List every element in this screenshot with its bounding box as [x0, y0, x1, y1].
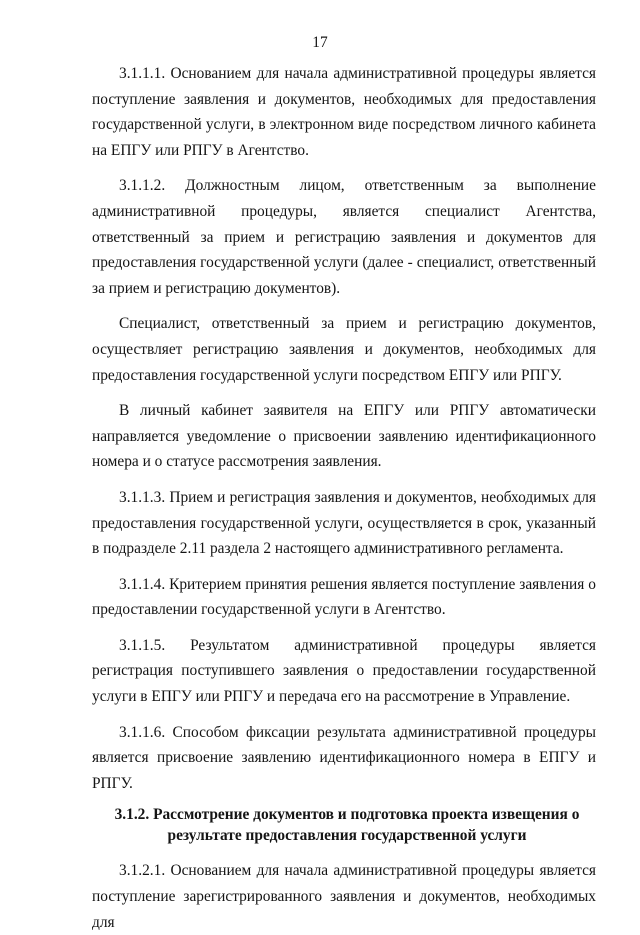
section-heading-line-2: результате предоставления государственной услуги [167, 827, 527, 845]
paragraph-notification: В личный кабинет заявителя на ЕПГУ или РПГУ автоматически направляется уведомление о присвоении заявлению идентификационного номера и о статусе рассмотрения заявления. [92, 402, 596, 471]
paragraph-3-1-1-3: 3.1.1.3. Прием и регистрация заявления и документов, необходимых для предоставления государственной услуги, осуществляется в срок, указанный в подразделе 2.11 раздела 2 настоящего административного регламента. [92, 488, 596, 558]
paragraph-3-1-1-4: 3.1.1.4. Критерием принятия решения является поступление заявления о предоставлении государственной услуги в Агентство. [92, 575, 596, 619]
page-number: 17 [312, 34, 328, 51]
document-body [92, 61, 596, 935]
paragraph-3-1-2-1: 3.1.2.1. Основанием для начала административной процедуры является поступление зарегистрированного заявления и документов, необходимых для [92, 862, 596, 931]
paragraph-3-1-1-5: 3.1.1.5. Результатом административной процедуры является регистрация поступившего заявления о предоставлении государственной услуги в ЕПГУ или РПГУ и передача его на рассмотрение в Управление. [92, 636, 596, 706]
paragraph-3-1-1-1: 3.1.1.1. Основанием для начала административной процедуры является поступление заявления и документов, необходимых для предоставления государственной услуги, в электронном виде посредством личного кабинета на ЕПГУ или РПГУ в Агентство. [92, 65, 596, 159]
section-heading-3-1-2 [92, 804, 596, 846]
section-heading-line-1: 3.1.2. Рассмотрение документов и подготовка проекта извещения о [114, 806, 580, 824]
paragraph-specialist-registration: Специалист, ответственный за прием и регистрацию документов, осуществляет регистрацию заявления и документов, необходимых для предоставления государственной услуги посредством ЕПГУ или РПГУ. [92, 315, 596, 384]
paragraph-3-1-1-2: 3.1.1.2. Должностным лицом, ответственным за выполнение административной процедуры, является специалист Агентства, ответственный за прием и регистрацию заявления и документов для предоставления государственной услуги (далее - специалист, ответственный за прием и регистрацию документов). [92, 177, 596, 297]
paragraph-3-1-1-6: 3.1.1.6. Способом фиксации результата административной процедуры является присвоение заявлению идентификационного номера в ЕПГУ и РПГУ. [92, 723, 596, 792]
